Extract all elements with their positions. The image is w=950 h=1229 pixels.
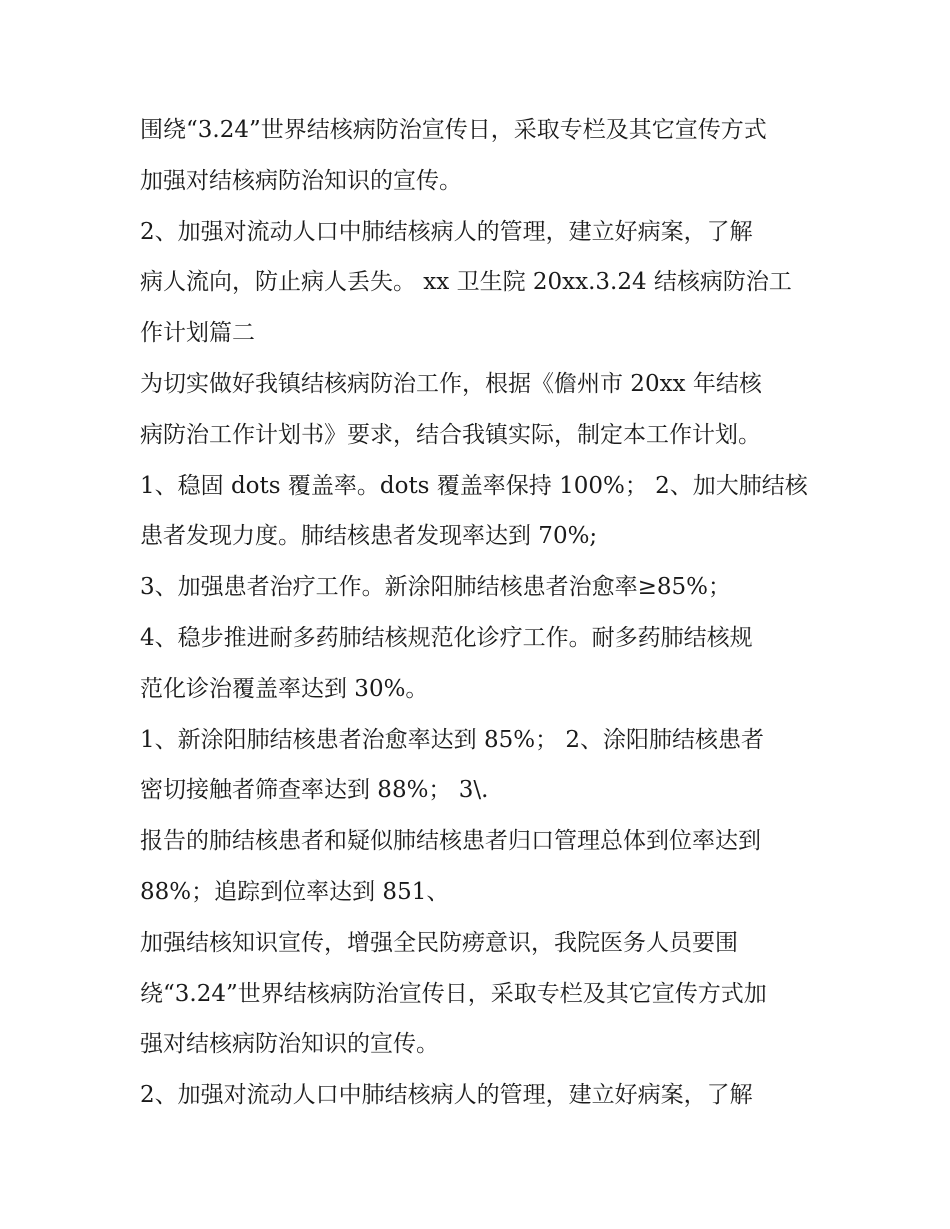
text-line: 病防治工作计划书》要求，结合我镇实际，制定本工作计划。 [140,421,761,448]
text-line: 围绕“3.24”世界结核病防治宣传日，采取专栏及其它宣传方式 [140,117,767,143]
text-line: 4、稳步推进耐多药肺结核规范化诊疗工作。耐多药肺结核规 [140,624,753,651]
text-line: 患者发现力度。肺结核患者发现率达到 70%; [140,523,598,550]
text-line: 病人流向，防止病人丢失。 xx 卫生院 20xx.3.24 结核病防治工 [140,269,792,296]
text-line: 范化诊治覆盖率达到 30%。 [140,675,429,702]
text-line: 密切接触者筛查率达到 88%； 3\. [140,777,489,804]
text-line: 2、加强对流动人口中肺结核病人的管理，建立好病案，了解 [140,1082,753,1109]
document-body [140,105,820,1121]
text-line: 强对结核病防治知识的宣传。 [140,1031,439,1058]
text-line: 1、新涂阳肺结核患者治愈率达到 85%； 2、涂阳肺结核患者 [140,726,765,753]
text-line: 88%；追踪到位率达到 851、 [140,878,450,905]
text-line: 加强对结核病防治知识的宣传。 [140,167,462,194]
text-line: 3、加强患者治疗工作。新涂阳肺结核患者治愈率≥85%； [140,574,732,601]
text-line: 为切实做好我镇结核病防治工作，根据《儋州市 20xx 年结核 [140,370,762,397]
text-line: 1、稳固 dots 覆盖率。dots 覆盖率保持 100%； 2、加大肺结核 [140,472,808,499]
text-line: 作计划篇二 [140,320,255,347]
text-line: 报告的肺结核患者和疑似肺结核患者归口管理总体到位率达到 [140,828,761,855]
text-line: 加强结核知识宣传，增强全民防痨意识，我院医务人员要围 [140,929,738,956]
text-line: 绕“3.24”世界结核病防治宣传日，采取专栏及其它宣传方式加 [140,980,767,1007]
text-line: 2、加强对流动人口中肺结核病人的管理，建立好病案，了解 [140,218,753,245]
